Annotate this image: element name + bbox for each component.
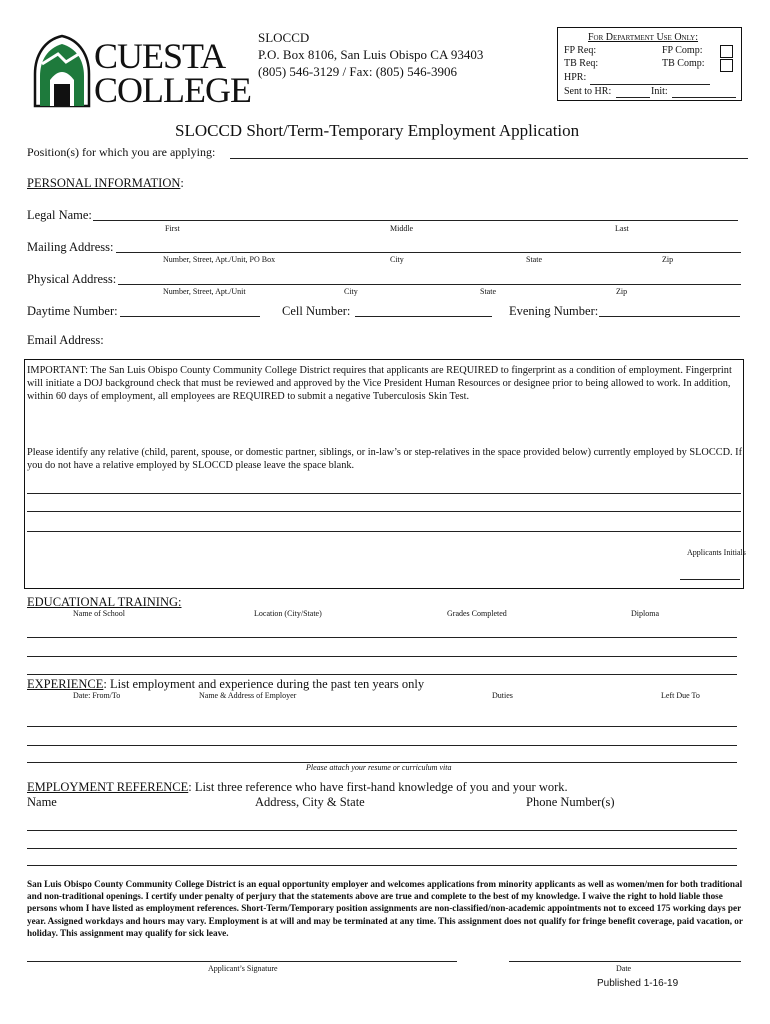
org-name: SLOCCD: [258, 30, 310, 45]
published-date: Published 1-16-19: [597, 978, 679, 989]
first-name-caption: First: [165, 224, 180, 233]
education-col-school: Name of School: [73, 609, 125, 618]
personal-info-heading: [27, 176, 184, 191]
reference-heading: [27, 780, 568, 795]
relatives-line-2[interactable]: [27, 511, 741, 512]
fp-req-label: FP Req:: [564, 45, 597, 56]
education-row-1[interactable]: [27, 637, 737, 638]
experience-heading-text: EXPERIENCE: [27, 677, 104, 691]
position-label: Position(s) for which you are applying:: [27, 145, 216, 159]
dept-box-title: For Department Use Only:: [588, 32, 699, 43]
department-use-box: [557, 27, 742, 101]
mission-bell-logo-icon: [32, 34, 92, 108]
reference-heading-text: EMPLOYMENT REFERENCE: [27, 780, 189, 794]
mailing-city-caption: City: [390, 255, 404, 264]
experience-row-2[interactable]: [27, 745, 737, 746]
education-col-grades: Grades Completed: [447, 609, 507, 618]
cell-number-input[interactable]: [355, 302, 492, 317]
daytime-number-input[interactable]: [120, 302, 260, 317]
experience-row-1[interactable]: [27, 726, 737, 727]
date-line[interactable]: [509, 961, 741, 962]
experience-col-employer: Name & Address of Employer: [199, 691, 297, 700]
middle-name-caption: Middle: [390, 224, 414, 233]
resume-note: Please attach your resume or curriculum vita: [306, 763, 452, 772]
sent-to-hr-label: Sent to HR:: [564, 86, 612, 97]
reference-row-1[interactable]: [27, 830, 737, 831]
tb-comp-checkbox[interactable]: [720, 59, 733, 72]
education-row-3[interactable]: [27, 674, 737, 675]
personal-info-heading-text: PERSONAL INFORMATION: [27, 176, 181, 190]
physical-street-caption: Number, Street, Apt./Unit: [163, 287, 246, 296]
personal-info-colon: :: [180, 176, 184, 190]
important-notice-box: [24, 359, 744, 589]
tb-comp-label: TB Comp:: [662, 58, 705, 69]
evening-number-label: Evening Number:: [509, 304, 599, 318]
date-caption: Date: [616, 964, 632, 973]
mailing-address-label: Mailing Address:: [27, 240, 114, 254]
reference-row-3[interactable]: [27, 865, 737, 866]
org-address: P.O. Box 8106, San Luis Obispo CA 93403: [258, 47, 484, 62]
tb-req-label: TB Req:: [564, 58, 599, 69]
legal-name-input[interactable]: [93, 206, 738, 221]
reference-subheading: : List three reference who have first-hand knowledge of you and your work.: [188, 780, 568, 794]
college-logo: [32, 34, 251, 110]
signature-line[interactable]: [27, 961, 457, 962]
init-label: Init:: [651, 86, 668, 97]
mailing-state-caption: State: [526, 255, 542, 264]
education-heading: EDUCATIONAL TRAINING:: [27, 595, 182, 609]
org-phone: (805) 546-3129 / Fax: (805) 546-3906: [258, 64, 457, 79]
reference-col-phone: Phone Number(s): [526, 795, 615, 809]
fp-comp-checkbox[interactable]: [720, 45, 733, 58]
reference-col-name: Name: [27, 795, 57, 809]
mailing-address-input[interactable]: [116, 238, 741, 253]
experience-subheading: : List employment and experience during the past ten years only: [103, 677, 425, 691]
physical-state-caption: State: [480, 287, 496, 296]
position-input[interactable]: [230, 144, 748, 159]
legal-name-label: Legal Name:: [27, 208, 92, 222]
evening-number-input[interactable]: [599, 302, 740, 317]
disclaimer-text: San Luis Obispo County Community College District is an equal opportunity employer and welcomes applications from minority applicants as well as women/men for both traditional and non-traditional openings. I certify under penalty of perjury that the statements above are true and complete to the best of my knowledge. I waive the right to hold liable those persons whom I have listed as employment references. Short-Term/Temporary position assignments are non-classified/non-academic appointments not to exceed 175 working days per year. Assigned workdays and hours may vary. Employment is at will and may be terminated at any time. This assignment does not qualify for fringe benefit coverage, paid vacation, or holiday. This assignment may qualify for sick leave.: [27, 879, 743, 938]
reference-col-address: Address, City & State: [255, 795, 365, 809]
physical-address-label: Physical Address:: [27, 272, 117, 286]
relatives-line-3[interactable]: [27, 531, 741, 532]
mailing-street-caption: Number, Street, Apt./Unit, PO Box: [163, 255, 276, 264]
reference-row-2[interactable]: [27, 848, 737, 849]
email-address-label: Email Address:: [27, 333, 104, 347]
hpr-label: HPR:: [564, 72, 587, 83]
physical-address-input[interactable]: [118, 270, 741, 285]
form-title: SLOCCD Short/Term-Temporary Employment Application: [175, 121, 580, 140]
experience-heading: [27, 677, 424, 692]
cell-number-label: Cell Number:: [282, 304, 351, 318]
relatives-line-1[interactable]: [27, 493, 741, 494]
applicants-initials-line[interactable]: [680, 579, 740, 580]
daytime-number-label: Daytime Number:: [27, 304, 118, 318]
relatives-instructions: Please identify any relative (child, parent, spouse, or domestic partner, siblings, or in-law’s or step-relatives in the space provided below) currently employed by SLOCCD. If you do not have a relative employed by SLOCCD please leave the space blank.: [27, 447, 743, 471]
fp-comp-label: FP Comp:: [662, 45, 703, 56]
logo-text-top: CUESTA: [94, 36, 226, 76]
experience-col-date: Date: From/To: [73, 691, 121, 700]
education-col-diploma: Diploma: [631, 609, 659, 618]
logo-text-bottom: COLLEGE: [94, 70, 251, 110]
experience-col-duties: Duties: [492, 691, 513, 700]
physical-zip-caption: Zip: [616, 287, 628, 296]
education-row-2[interactable]: [27, 656, 737, 657]
important-notice-text: IMPORTANT: The San Luis Obispo County Community College District requires that applicants are REQUIRED to fingerprint as a condition of employment. Fingerprint will initiate a DOJ background check that must be reviewed and approved by the Vice President Human Resources or designee prior to being allowed to work. In addition, within 60 days of employment, all employees are REQUIRED to submit a negative Tuberculosis Skin Test.: [27, 365, 732, 402]
last-name-caption: Last: [615, 224, 629, 233]
hpr-line[interactable]: [590, 84, 710, 85]
init-line[interactable]: [672, 97, 736, 98]
physical-city-caption: City: [344, 287, 358, 296]
experience-col-left: Left Due To: [661, 691, 700, 700]
mailing-zip-caption: Zip: [662, 255, 674, 264]
applicants-initials-label: Applicants Initials: [687, 548, 746, 557]
education-col-location: Location (City/State): [254, 609, 322, 618]
sent-to-hr-line[interactable]: [616, 97, 650, 98]
signature-caption: Applicant’s Signature: [208, 964, 278, 973]
